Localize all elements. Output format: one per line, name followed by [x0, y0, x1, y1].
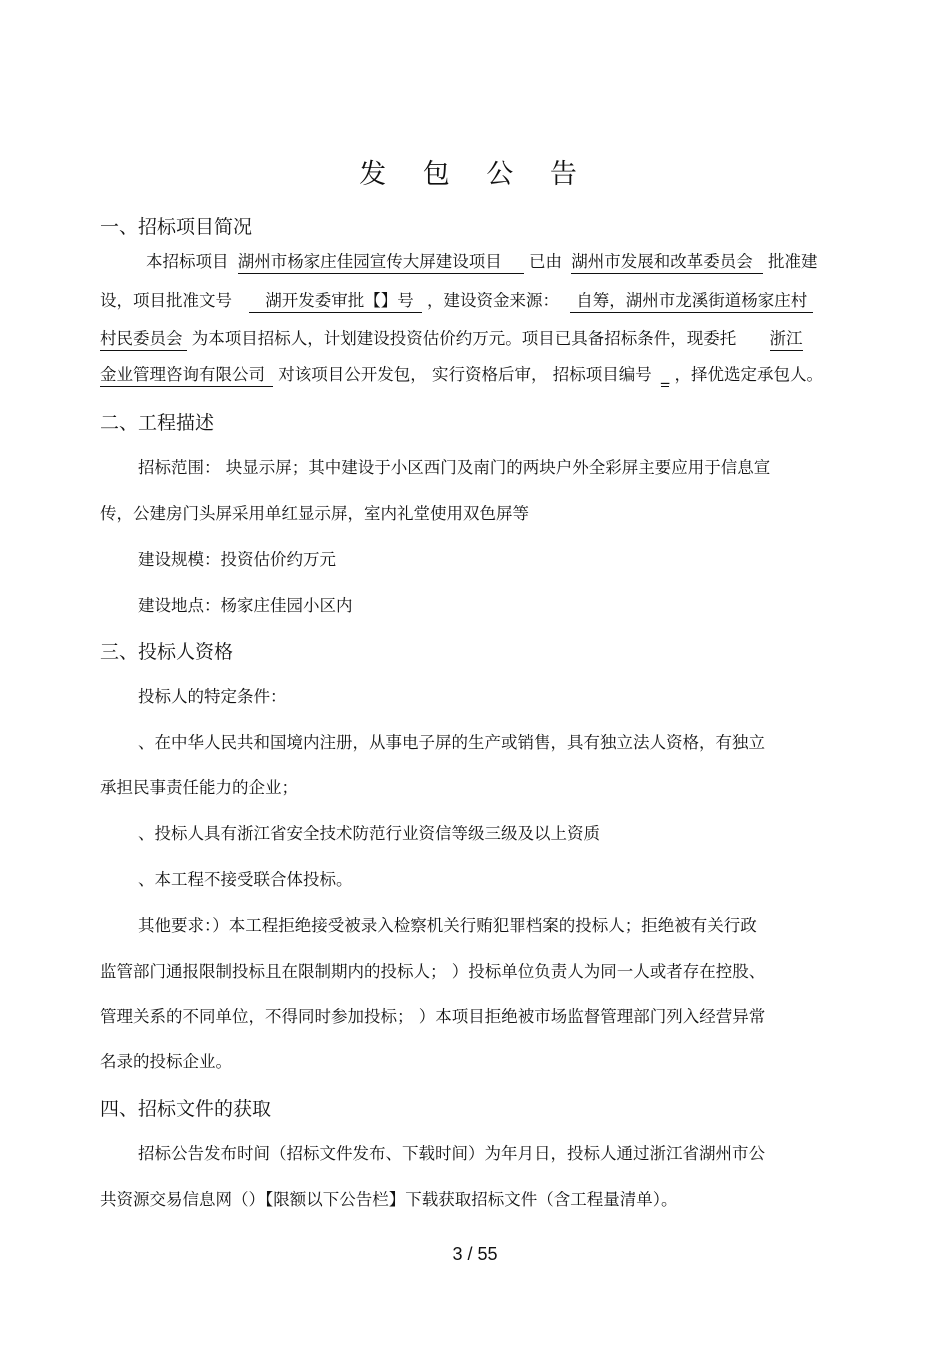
text: 为本项目招标人，计划建设投资估价约万元。项目已具备招标条件，现委托 [191, 329, 737, 348]
text: ，建设资金来源： [427, 291, 559, 310]
scope-line-1: 招标范围： 块显示屏；其中建设于小区西门及南门的两块户外全彩屏主要应用于信息宣 [138, 458, 771, 477]
section-heading-project-overview: 一、招标项目简况 [100, 216, 253, 238]
condition-2: 、投标人具有浙江省安全技术防范行业资信等级三级及以上资质 [138, 824, 600, 843]
tender-number: _ [661, 365, 669, 387]
tenderer-name: 村民委员会 [100, 329, 187, 351]
scope-line-2: 传，公建房门头屏采用单红显示屏，室内礼堂使用双色屏等 [100, 504, 529, 523]
text: 设，项目批准文号 [100, 291, 232, 310]
construction-scale: 建设规模：投资估价约万元 [138, 550, 336, 569]
other-requirements-line-3: 管理关系的不同单位，不得同时参加投标； ）本项目拒绝被市场监督管理部门列入经营异常 [100, 1007, 766, 1026]
overview-line-4 [100, 361, 823, 387]
approval-authority: 湖州市发展和改革委员会 [571, 252, 763, 274]
text: 已由 [529, 252, 562, 271]
overview-line-1 [146, 248, 818, 274]
condition-3: 、本工程不接受联合体投标。 [138, 870, 353, 889]
acquisition-line-2: 共资源交易信息网（）【限额以下公告栏】下载获取招标文件（含工程量清单）。 [100, 1190, 678, 1209]
condition-1-line-2: 承担民事责任能力的企业； [100, 778, 298, 797]
page-title: 发 包 公 告 [359, 159, 591, 190]
qualification-intro: 投标人的特定条件： [138, 687, 287, 706]
other-requirements-line-4: 名录的投标企业。 [100, 1052, 232, 1071]
page-number: 3 / 55 [452, 1244, 498, 1264]
text: ，择优选定承包人。 [674, 365, 823, 384]
acquisition-line-1: 招标公告发布时间（招标文件发布、下载时间）为年月日，投标人通过浙江省湖州市公 [138, 1144, 765, 1163]
agency-name-part-1: 浙江 [770, 329, 803, 351]
overview-line-3 [100, 325, 803, 351]
section-heading-document-acquisition: 四、招标文件的获取 [100, 1098, 272, 1120]
overview-line-2 [100, 287, 813, 313]
other-requirements-line-2: 监管部门通报限制投标且在限制期内的投标人； ）投标单位负责人为同一人或者存在控股、 [100, 962, 766, 981]
section-heading-project-description: 二、工程描述 [100, 412, 215, 434]
text: 批准建 [768, 252, 818, 271]
agency-name-part-2: 金业管理咨询有限公司 [100, 365, 273, 387]
section-heading-bidder-qualification: 三、投标人资格 [100, 641, 234, 663]
project-name: 湖州市杨家庄佳园宣传大屏建设项目 [238, 252, 524, 274]
funding-source: 自筹，湖州市龙溪街道杨家庄村 [570, 291, 813, 313]
construction-location: 建设地点：杨家庄佳园小区内 [138, 596, 353, 615]
text: 对该项目公开发包， 实行资格后审， 招标项目编号 [278, 365, 652, 384]
other-requirements-line-1: 其他要求：）本工程拒绝接受被录入检察机关行贿犯罪档案的投标人；拒绝被有关行政 [138, 916, 757, 935]
approval-number: 湖开发委审批【】号 [249, 291, 422, 313]
text: 本招标项目 [146, 252, 229, 271]
condition-1-line-1: 、在中华人民共和国境内注册，从事电子屏的生产或销售，具有独立法人资格，有独立 [138, 733, 765, 752]
